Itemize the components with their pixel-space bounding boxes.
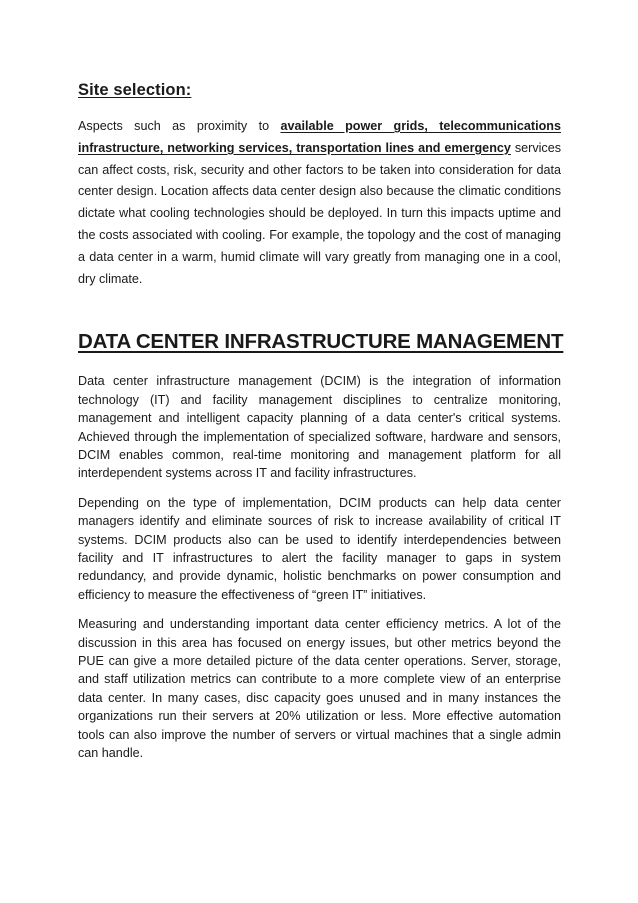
site-selection-paragraph (78, 116, 561, 290)
dcim-paragraph-1: Data center infrastructure management (DCIM) is the integration of information technology (IT) and facility management disciplines to centralize monitoring, management and intelligent capacity planning of a data center's critical systems. Achieved through the implementation of specialized software, hardware and sensors, DCIM enables common, real-time monitoring and management platform for all interdependent systems across IT and facility infrastructures. (78, 374, 561, 481)
page-content (78, 78, 564, 774)
site-selection-text-after: services can affect costs, risk, security and other factors to be taken into consideration for data center design. Location affects data center design also because the climatic conditions dictate what cooling technologies should be deployed. In turn this impacts uptime and the costs associated with cooling. For example, the topology and the cost of managing a data center in a warm, humid climate will vary greatly from managing one in a cool, dry climate. (78, 140, 562, 286)
dcim-paragraph-3: Measuring and understanding important data center efficiency metrics. A lot of the discussion in this area has focused on energy issues, but other metrics beyond the PUE can give a more detailed picture of the data center operations. Server, storage, and staff utilization metrics can contribute to a more complete view of an enterprise data center. In many cases, disc capacity goes unused and in many instances the organizations run their servers at 20% utilization or less. More effective automation tools can also improve the number of servers or virtual machines that a single admin can handle. (78, 617, 561, 761)
dcim-paragraph-2: Depending on the type of implementation, DCIM products can help data center managers identify and eliminate sources of risk to increase availability of critical IT systems. DCIM products also can be used to identify interdependencies between facility and IT infrastructures to alert the facility manager to gaps in system redundancy, and provide dynamic, holistic benchmarks on power consumption and efficiency to measure the effectiveness of “green IT” initiatives. (78, 495, 561, 602)
site-selection-highlight-text: available power grids, telecommunications infrastructure, networking services, transportation lines and emergency (78, 119, 561, 155)
site-selection-heading: Site selection: (78, 81, 192, 99)
dcim-heading: DATA CENTER INFRASTRUCTURE MANAGEMENT (78, 330, 564, 354)
site-selection-text-before: Aspects such as proximity to (78, 119, 281, 133)
